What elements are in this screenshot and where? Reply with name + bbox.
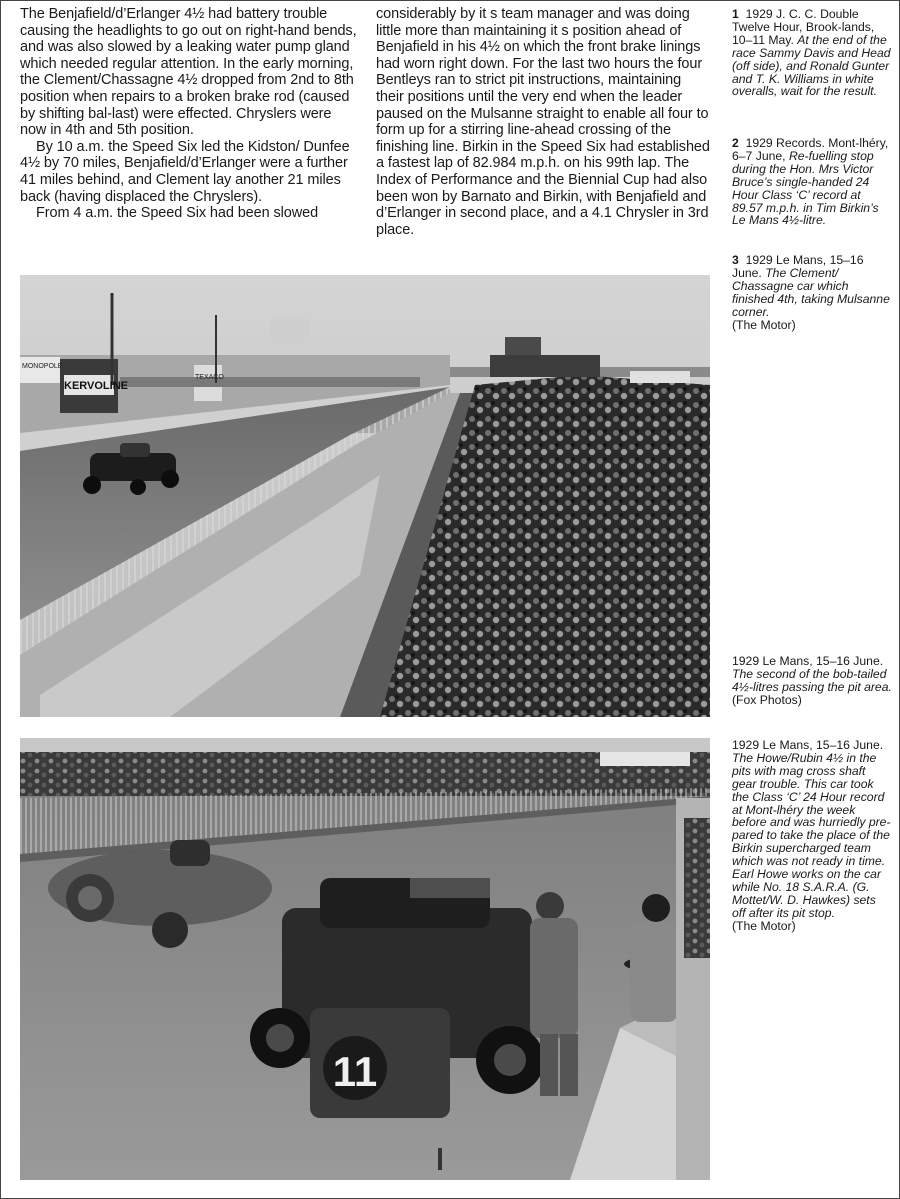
photo-pits-car-11 [20, 738, 710, 1180]
photo-pit-straight [20, 275, 710, 717]
caption-head: 1929 Le Mans, 15–16 June. [732, 654, 884, 668]
caption-2 [732, 137, 892, 227]
sign-texaco: TEXACO [195, 374, 224, 381]
caption-1 [732, 8, 892, 98]
caption-body: The second of the bob-tailed 4½-litres passing the pit area. [732, 666, 892, 694]
text-column-1 [20, 6, 360, 222]
sign-kervoline: KERVOLINE [64, 380, 128, 392]
caption-number: 1 [732, 7, 739, 21]
sign-monopole: MONOPOLE [22, 363, 63, 370]
caption-credit: (The Motor) [732, 317, 796, 332]
paragraph: considerably by it s team manager and was doing little more than maintaining it s position ahead of Benjafield in his 4½ on which the front brake linings had worn right down. For the last two hours the four Bentleys ran to strict pit instructions, maintaining their positions until the very end when the leader paused on the Mulsanne straight to enable all four to form up for a stirring line-ahead crossing of the finishing line. Birkin in the Speed Six had established a fastest lap of 82.984 m.p.h. on his 99th lap. The Index of Performance and the Biennial Cup had also been won by Barnato and Birkin, with Benjafield and d’Erlanger in second place, and a 4.1 Chrysler in 3rd place. [376, 6, 710, 238]
caption-head: 1929 J. C. C. Double Twelve Hour, Brook-lands, 10–11 May. [732, 7, 875, 47]
caption-body: At the end of the race Sammy Davis and Head (off side), and Ronald Gunter and T. K. Williams in white overalls, wait for the result. [732, 32, 891, 99]
caption-body: The Clement/ Chassagne car which finished 4th, taking Mulsanne corner. [732, 265, 890, 319]
caption-credit: (The Motor) [732, 918, 796, 933]
caption-number: 2 [732, 136, 739, 150]
caption-head: 1929 Le Mans, 15–16 June. [732, 738, 884, 752]
caption-body: Re-fuelling stop during the Hon. Mrs Victor Bruce’s single-handed 24 Hour Class ‘C’ record at 89.57 m.p.h. in Tim Birkin’s Le Mans 4½-litre. [732, 148, 879, 228]
caption-credit: (Fox Photos) [732, 692, 802, 707]
text-column-2 [376, 6, 710, 238]
paragraph: By 10 a.m. the Speed Six led the Kidston/ Dunfee 4½ by 70 miles, Benjafield/d’Erlanger were a further 41 miles behind, and Clement lay another 21 miles back (having displaced the Chryslers). [20, 138, 350, 205]
caption-body: The Howe/Rubin 4½ in the pits with mag cross shaft gear trouble. This car took the Class ‘C’ 24 Hour record at Mont-lhéry the week before and was hurriedly pre-pared to take the place of the Birkin supercharged team which was not ready in time. Earl Howe works on the car while No. 18 S.A.R.A. (G. Mottet/W. D. Hawkes) sets off after its pit stop. [732, 750, 891, 920]
caption-head: 1929 Le Mans, 15–16 June. [732, 253, 864, 280]
caption-photo-2 [732, 739, 892, 933]
paragraph: The Benjafield/d’Erlanger 4½ had battery trouble causing the headlights to go out on right-hand bends, and was also slowed by a leaking water pump gland which needed regular attention. In the early morning, the Clement/Chassagne 4½ dropped from 2nd to 8th position when repairs to a broken brake rod (caused by shifting bal-last) were effected. Chryslers were now in 4th and 5th position. [20, 6, 357, 139]
caption-photo-1 [732, 655, 892, 707]
paragraph: From 4 a.m. the Speed Six had been slowed [36, 205, 319, 222]
car-number: 11 [332, 1048, 378, 1095]
caption-3 [732, 254, 892, 331]
caption-number: 3 [732, 253, 739, 267]
caption-head: 1929 Records. Mont-lhéry, 6–7 June, [732, 136, 889, 163]
